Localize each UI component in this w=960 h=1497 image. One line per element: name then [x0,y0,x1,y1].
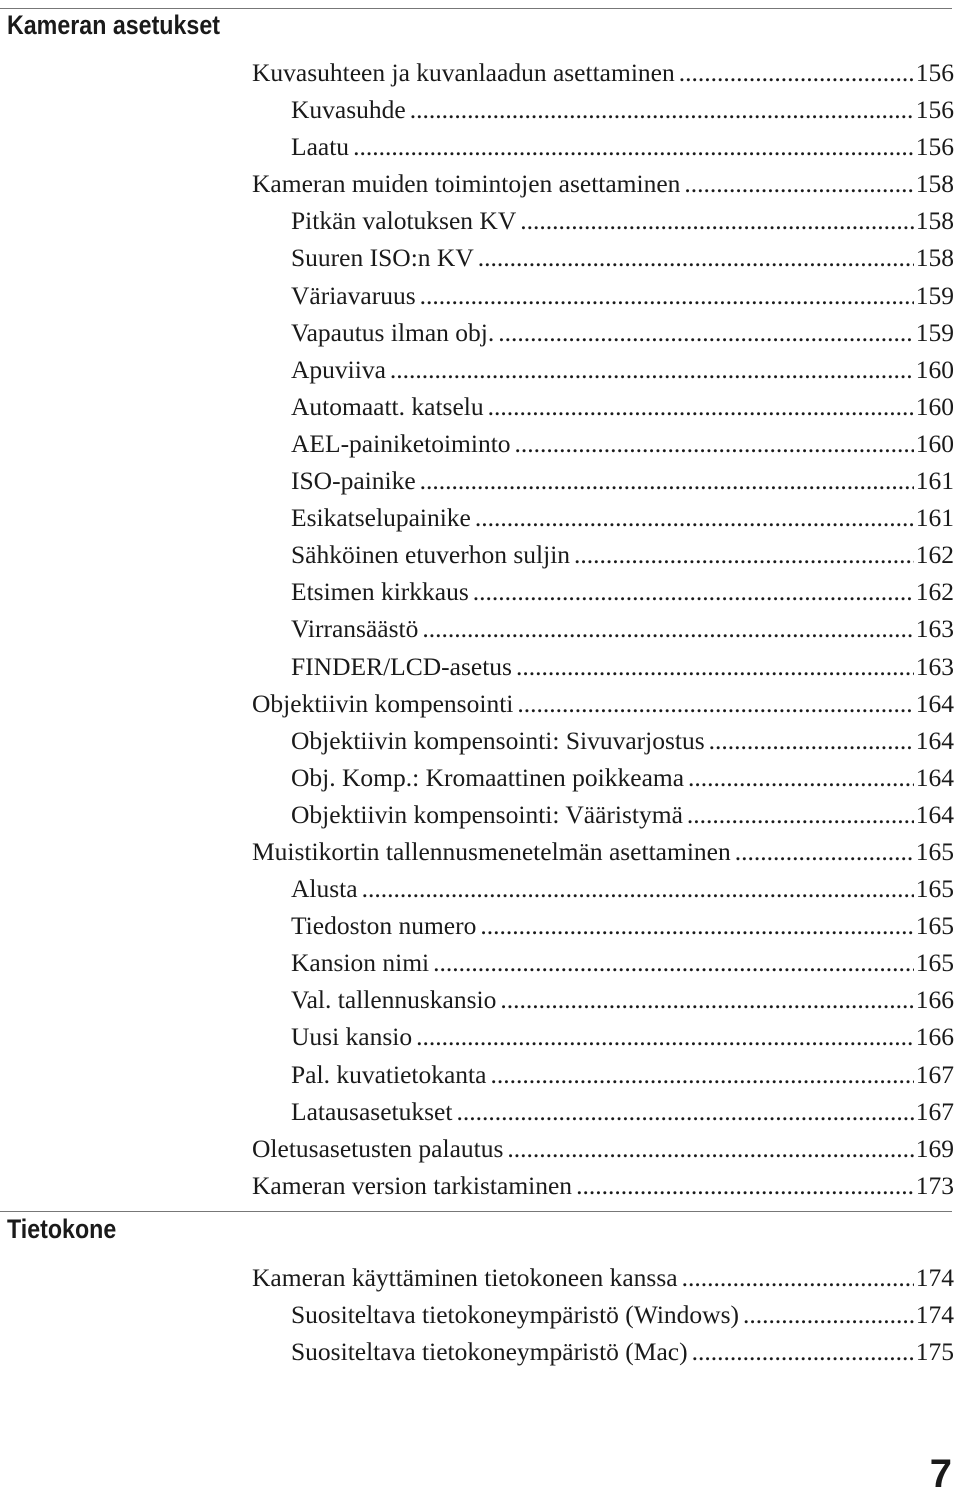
dot-leader [709,722,914,759]
toc-entry[interactable] [252,833,954,870]
toc-entry[interactable] [252,314,954,351]
toc-entry-title: Muistikortin tallennusmenetelmän asettaminen [252,836,731,866]
section-rule-computer [0,1211,952,1212]
toc-entry-title: Suuren ISO:n KV [291,243,474,273]
toc-entry[interactable] [252,610,954,647]
toc-entry[interactable] [252,499,954,536]
dot-leader [500,981,913,1018]
toc-entry-page-number: 158 [915,206,954,236]
toc-entry-page-number: 167 [915,1096,954,1126]
toc-list-computer [252,1259,954,1370]
toc-entry-page-number: 166 [915,1022,954,1052]
dot-leader [735,833,914,870]
dot-leader [687,796,914,833]
toc-entry[interactable] [252,648,954,685]
toc-entry-title: Tiedoston numero [291,911,477,941]
dot-leader [688,759,914,796]
toc-entry-title: Kameran muiden toimintojen asettaminen [252,169,681,199]
toc-entry-page-number: 159 [915,317,954,347]
dot-leader [422,610,913,647]
dot-leader [516,648,914,685]
toc-entry-page-number: 164 [915,725,954,755]
toc-entry-page-number: 165 [915,948,954,978]
toc-entry-title: Suositeltava tietokoneympäristö (Mac) [291,1337,688,1367]
toc-entry[interactable] [252,1018,954,1055]
toc-entry[interactable] [252,944,954,981]
toc-entry-title: Objektiivin kompensointi: Vääristymä [291,799,683,829]
toc-entry-title: Pitkän valotuksen KV [291,206,517,236]
toc-entry[interactable] [252,128,954,165]
dot-leader [692,1333,914,1370]
toc-entry[interactable] [252,277,954,314]
toc-entry-page-number: 164 [915,762,954,792]
dot-leader [515,425,914,462]
toc-entry-title: Kameran käyttäminen tietokoneen kanssa [252,1263,678,1292]
toc-list-camera-settings [252,54,954,1204]
toc-entry-title: Vapautus ilman obj. [291,317,495,347]
toc-entry-title: Objektiivin kompensointi [252,688,514,718]
page-number: 7 [929,1452,952,1496]
dot-leader [456,1093,913,1130]
toc-entry-page-number: 169 [915,1133,954,1163]
toc-entry[interactable] [252,1093,954,1130]
dot-leader [473,573,914,610]
toc-entry-page-number: 165 [915,836,954,866]
toc-entry-title: Obj. Komp.: Kromaattinen poikkeama [291,762,685,792]
toc-entry-page-number: 159 [915,280,954,310]
dot-leader [353,128,914,165]
toc-entry-title: Latausasetukset [291,1096,453,1126]
toc-entry[interactable] [252,1333,954,1370]
dot-leader [520,202,914,239]
toc-entry-title: Oletusasetusten palautus [252,1133,504,1163]
toc-entry[interactable] [252,722,954,759]
dot-leader [420,277,914,314]
toc-entry-title: Automaatt. katselu [291,391,484,421]
toc-entry-title: Etsimen kirkkaus [291,577,469,607]
toc-entry-page-number: 156 [915,132,954,162]
toc-entry-page-number: 158 [915,169,954,199]
toc-entry-title: Kuvasuhteen ja kuvanlaadun asettaminen [252,58,675,87]
toc-entry-page-number: 156 [915,95,954,125]
dot-leader [517,685,913,722]
toc-entry-title: Kansion nimi [291,948,430,978]
toc-entry[interactable] [252,351,954,388]
section-heading-computer: Tietokone [7,1214,117,1244]
toc-entry[interactable] [252,425,954,462]
toc-entry-title: Kuvasuhde [291,95,406,125]
toc-entry-page-number: 162 [915,540,954,570]
toc-entry-page-number: 166 [915,985,954,1015]
dot-leader [488,388,914,425]
dot-leader [480,907,913,944]
toc-entry-title: Val. tallennuskansio [291,985,497,1015]
toc-entry-title: Apuviiva [291,354,386,384]
toc-entry-page-number: 167 [915,1059,954,1089]
toc-entry-page-number: 163 [915,651,954,681]
dot-leader [433,944,914,981]
dot-leader [362,870,914,907]
toc-entry-title: Suositeltava tietokoneympäristö (Windows) [291,1300,739,1330]
toc-entry-title: AEL-painiketoiminto [291,428,511,458]
toc-entry-page-number: 164 [915,688,954,718]
toc-entry[interactable] [252,388,954,425]
dot-leader [679,54,914,91]
toc-entry-page-number: 158 [915,243,954,273]
dot-leader [507,1130,913,1167]
dot-leader [420,462,914,499]
dot-leader [416,1018,914,1055]
dot-leader [743,1296,914,1333]
toc-entry[interactable] [252,907,954,944]
toc-entry-title: Väriavaruus [291,280,416,310]
toc-entry-page-number: 161 [915,503,954,533]
toc-entry-page-number: 160 [915,354,954,384]
toc-entry-page-number: 163 [915,614,954,644]
toc-entry[interactable] [252,202,954,239]
dot-leader [576,1167,914,1204]
dot-leader [475,499,914,536]
toc-entry[interactable] [252,1259,954,1296]
toc-entry-page-number: 174 [915,1300,954,1330]
toc-entry-title: Kameran version tarkistaminen [252,1170,573,1200]
toc-entry-page-number: 175 [915,1337,954,1367]
dot-leader [478,239,914,276]
toc-entry[interactable] [252,1296,954,1333]
dot-leader [682,1259,914,1296]
dot-leader [684,165,913,202]
dot-leader [390,351,914,388]
toc-entry-title: Uusi kansio [291,1022,413,1052]
toc-entry-title: Objektiivin kompensointi: Sivuvarjostus [291,725,705,755]
toc-entry-page-number: 174 [915,1263,954,1292]
toc-entry-page-number: 161 [915,466,954,496]
dot-leader [574,536,914,573]
dot-leader [490,1056,913,1093]
toc-entry-title: FINDER/LCD-asetus [291,651,512,681]
toc-entry-title: Esikatselupainike [291,503,471,533]
toc-entry[interactable] [252,1056,954,1093]
toc-entry-page-number: 162 [915,577,954,607]
toc-entry[interactable] [252,91,954,128]
toc-entry-title: Laatu [291,132,350,162]
dot-leader [410,91,914,128]
toc-entry[interactable] [252,759,954,796]
toc-entry[interactable] [252,54,954,91]
toc-entry[interactable] [252,239,954,276]
toc-entry[interactable] [252,165,954,202]
toc-entry[interactable] [252,870,954,907]
toc-entry-title: Pal. kuvatietokanta [291,1059,487,1089]
toc-entry-page-number: 156 [915,58,954,87]
toc-entry-page-number: 160 [915,428,954,458]
toc-entry-page-number: 164 [915,799,954,829]
toc-entry[interactable] [252,981,954,1018]
toc-entry-title: Virransäästö [291,614,419,644]
toc-entry-title: Sähköinen etuverhon suljin [291,540,571,570]
toc-entry-page-number: 160 [915,391,954,421]
toc-entry[interactable] [252,1130,954,1167]
toc-entry[interactable] [252,462,954,499]
dot-leader [498,314,913,351]
toc-entry[interactable] [252,573,954,610]
toc-entry-title: Alusta [291,874,358,904]
toc-entry-page-number: 165 [915,911,954,941]
toc-entry[interactable] [252,536,954,573]
toc-entry-page-number: 173 [915,1170,954,1200]
toc-entry[interactable] [252,685,954,722]
toc-entry-page-number: 165 [915,874,954,904]
toc-entry-title: ISO-painike [291,466,416,496]
toc-entry[interactable] [252,1167,954,1204]
toc-entry[interactable] [252,796,954,833]
section-heading-camera-settings: Kameran asetukset [7,10,220,40]
